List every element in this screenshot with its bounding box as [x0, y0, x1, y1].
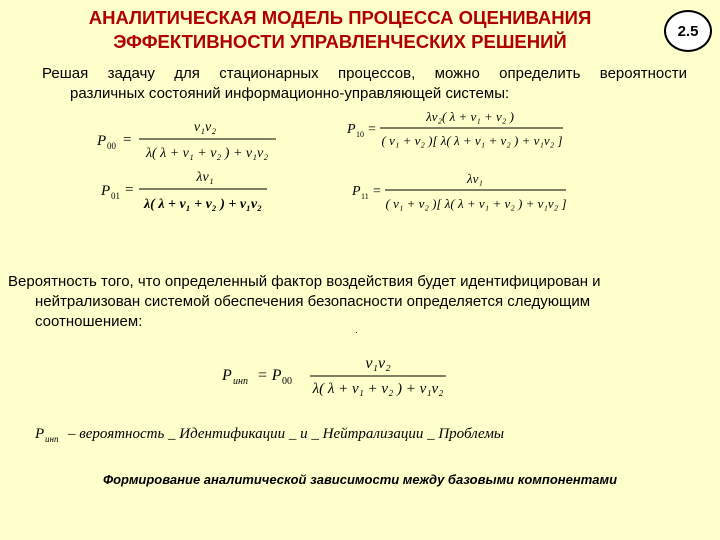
definition-line	[34, 426, 504, 444]
p11-numerator: λν₁	[467, 171, 483, 186]
p00-numerator: ν₁ν₂	[193, 120, 217, 135]
paragraph-line3: соотношением:	[35, 313, 143, 330]
p01-equals: =	[125, 182, 134, 198]
pinp-sub: инп	[233, 376, 248, 387]
pinp-denominator: λ( λ + ν₁ + ν₂ ) + ν₁ν₂	[312, 381, 444, 397]
p10-symbol: P	[347, 122, 356, 137]
p00-denominator: λ( λ + ν₁ + ν₂ ) + ν₁ν₂	[145, 146, 269, 161]
formula-p10	[346, 109, 563, 148]
paragraph-line2: нейтрализован системой обеспечения безопасности определяется следующим	[35, 293, 591, 310]
p11-sub: 11	[361, 192, 369, 201]
pinp-symbol: P	[222, 367, 232, 384]
p10-sub: 10	[356, 130, 364, 139]
bottom-caption: Формирование аналитической зависимости между базовыми компонентами	[102, 472, 618, 487]
p01-numerator: λν₁	[196, 170, 214, 185]
p11-symbol: P	[352, 184, 361, 199]
pinp-mid-sub: 00	[282, 376, 292, 387]
p10-denominator: ( ν₁ + ν₂ )[ λ( λ + ν₁ + ν₂ ) + ν₁ν₂ ]	[381, 133, 563, 148]
p01-symbol: P	[101, 183, 111, 199]
stray-dot: .	[355, 325, 358, 336]
slide-title-line2: ЭФФЕКТИВНОСТИ УПРАВЛЕНЧЕСКИХ РЕШЕНИЙ	[113, 31, 567, 52]
intro-line2: различных состояний информационно-управляющей системы:	[70, 85, 510, 102]
definition-text: – вероятность _ Идентификации _ и _ Нейтрализации _ Проблемы	[68, 426, 505, 442]
formula-p01	[100, 170, 267, 212]
p01-denominator: λ( λ + ν₁ + ν₂ ) + ν₁ν₂	[143, 197, 263, 212]
p00-sub: 00	[107, 141, 116, 151]
p11-denominator: ( ν₁ + ν₂ )[ λ( λ + ν₁ + ν₂ ) + ν₁ν₂ ]	[385, 196, 567, 211]
slide-number: 2.5	[677, 22, 699, 40]
formula-pinp	[221, 355, 446, 397]
definition-sub: инп	[45, 434, 59, 444]
pinp-numerator: ν₁ν₂	[365, 355, 391, 372]
probability-paragraph	[8, 272, 668, 332]
intro-line1: Решая задачу для стационарных процессов, можно определить вероятности	[42, 65, 687, 82]
p01-sub: 01	[111, 191, 120, 201]
p11-equals: =	[373, 184, 381, 199]
p00-equals: =	[123, 132, 132, 148]
p10-equals: =	[368, 122, 376, 137]
slide-title-line1: АНАЛИТИЧЕСКАЯ МОДЕЛЬ ПРОЦЕССА ОЦЕНИВАНИЯ	[88, 7, 592, 28]
p10-numerator: λν₂( λ + ν₁ + ν₂ )	[426, 109, 514, 124]
definition-symbol: P	[35, 426, 45, 442]
p00-symbol: P	[97, 133, 107, 149]
paragraph-line1: Вероятность того, что определенный фактор воздействия будет идентифицирован и	[8, 273, 601, 290]
formula-p11	[351, 171, 567, 211]
formula-p00	[96, 120, 276, 161]
pinp-mid: = P	[257, 367, 282, 384]
